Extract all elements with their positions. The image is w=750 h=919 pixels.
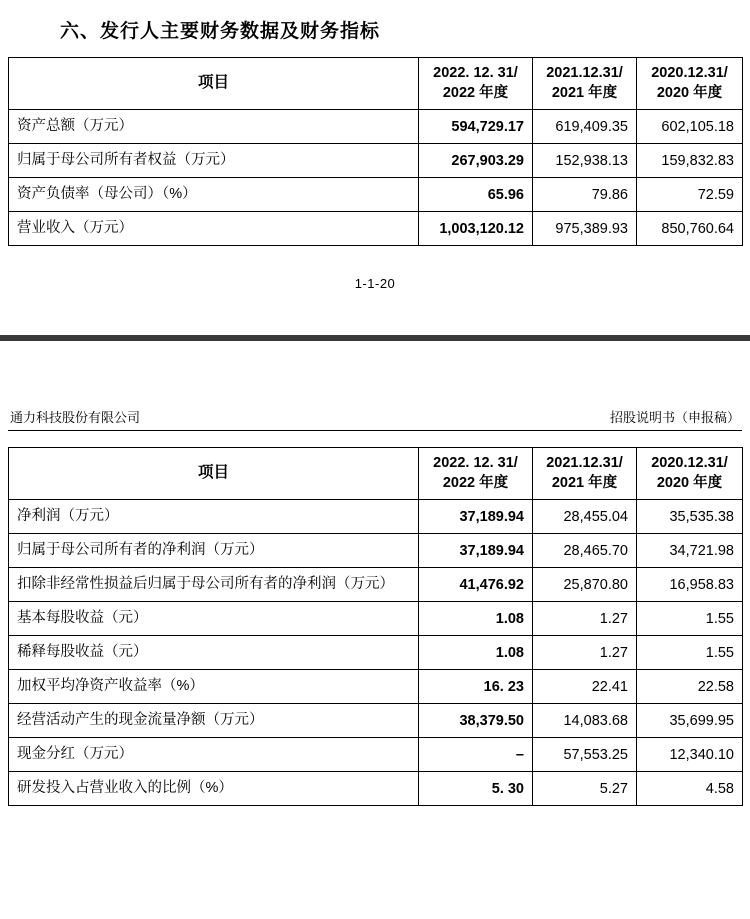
- row-value-2020: 12,340.10: [637, 738, 743, 772]
- row-value-2021: 619,409.35: [533, 110, 637, 144]
- running-header-doc-type: 招股说明书（申报稿）: [609, 410, 740, 426]
- column-header-2020: [637, 448, 743, 500]
- table-body-top: [9, 110, 743, 246]
- column-header-item: 项目: [9, 448, 419, 500]
- row-value-2022: 1.08: [419, 636, 533, 670]
- row-value-2020: 602,105.18: [637, 110, 743, 144]
- row-value-2022: 1,003,120.12: [419, 212, 533, 246]
- table-row: [9, 636, 743, 670]
- row-label: 营业收入（万元）: [9, 212, 419, 246]
- table-row: [9, 772, 743, 806]
- financial-summary-table-bottom: [8, 447, 743, 806]
- row-value-2022: 41,476.92: [419, 568, 533, 602]
- column-header-2022-line1: 2022. 12. 31/: [433, 455, 518, 472]
- table-row: [9, 500, 743, 534]
- row-label: 加权平均净资产收益率（%）: [9, 670, 419, 704]
- row-label: 稀释每股收益（元）: [9, 636, 419, 670]
- row-value-2020: 35,699.95: [637, 704, 743, 738]
- row-value-2021: 25,870.80: [533, 568, 637, 602]
- row-value-2022: 267,903.29: [419, 144, 533, 178]
- column-header-2021-line1: 2021.12.31/: [546, 455, 623, 472]
- running-header-company: 通力科技股份有限公司: [10, 410, 141, 426]
- row-value-2020: 35,535.38: [637, 500, 743, 534]
- table-row: [9, 670, 743, 704]
- column-header-2020-line1: 2020.12.31/: [651, 65, 728, 81]
- row-value-2022: 37,189.94: [419, 534, 533, 568]
- row-label: 经营活动产生的现金流量净额（万元）: [9, 704, 419, 738]
- row-value-2022: –: [419, 738, 533, 772]
- row-value-2021: 152,938.13: [533, 144, 637, 178]
- page-title: 六、发行人主要财务数据及财务指标: [60, 21, 381, 42]
- row-value-2022: 1.08: [419, 602, 533, 636]
- page-break-spacer-top: [0, 291, 750, 335]
- column-header-2022: [419, 58, 533, 110]
- row-label: 净利润（万元）: [9, 500, 419, 534]
- column-header-2021-line2: 2021 年度: [551, 84, 618, 101]
- row-value-2021: 14,083.68: [533, 704, 637, 738]
- row-value-2020: 159,832.83: [637, 144, 743, 178]
- row-label: 归属于母公司所有者的净利润（万元）: [9, 534, 419, 568]
- column-header-2022-line2: 2022 年度: [442, 84, 509, 101]
- page-break-spacer-bottom: [0, 341, 750, 407]
- row-value-2021: 28,465.70: [533, 534, 637, 568]
- row-value-2020: 850,760.64: [637, 212, 743, 246]
- table-row: [9, 568, 743, 602]
- column-header-2022: [419, 448, 533, 500]
- table-row: [9, 704, 743, 738]
- running-header: [0, 407, 750, 430]
- table-row: [9, 178, 743, 212]
- column-header-2020-line2: 2020 年度: [656, 84, 723, 101]
- column-header-2021-line2: 2021 年度: [551, 474, 618, 491]
- row-label: 资产总额（万元）: [9, 110, 419, 144]
- row-value-2022: 65.96: [419, 178, 533, 212]
- row-value-2021: 22.41: [533, 670, 637, 704]
- row-label: 基本每股收益（元）: [9, 602, 419, 636]
- row-value-2020: 16,958.83: [637, 568, 743, 602]
- row-value-2021: 5.27: [533, 772, 637, 806]
- row-value-2021: 28,455.04: [533, 500, 637, 534]
- row-label: 现金分红（万元）: [9, 738, 419, 772]
- row-value-2021: 975,389.93: [533, 212, 637, 246]
- row-value-2022: 16. 23: [419, 670, 533, 704]
- column-header-2022-line1: 2022. 12. 31/: [433, 65, 518, 81]
- row-value-2022: 37,189.94: [419, 500, 533, 534]
- row-value-2020: 22.58: [637, 670, 743, 704]
- table-row: [9, 110, 743, 144]
- table-row: [9, 534, 743, 568]
- row-label: 扣除非经常性损益后归属于母公司所有者的净利润（万元）: [9, 568, 419, 602]
- table-header-row: [9, 448, 743, 500]
- financial-summary-table-top: [8, 57, 743, 246]
- table-body-bottom: [9, 500, 743, 806]
- row-value-2021: 57,553.25: [533, 738, 637, 772]
- table-row: [9, 738, 743, 772]
- row-value-2020: 1.55: [637, 636, 743, 670]
- column-header-item: 项目: [9, 58, 419, 110]
- table-row: [9, 144, 743, 178]
- column-header-2020: [637, 58, 743, 110]
- column-header-2021-line1: 2021.12.31/: [546, 65, 623, 81]
- header-divider: [8, 430, 742, 431]
- row-value-2020: 1.55: [637, 602, 743, 636]
- column-header-2021: [533, 448, 637, 500]
- row-label: 资产负债率（母公司）（%）: [9, 178, 419, 212]
- row-value-2021: 1.27: [533, 636, 637, 670]
- column-header-2020-line2: 2020 年度: [656, 474, 723, 491]
- table-header: [9, 58, 743, 110]
- row-value-2021: 79.86: [533, 178, 637, 212]
- row-value-2022: 5. 30: [419, 772, 533, 806]
- row-value-2022: 594,729.17: [419, 110, 533, 144]
- row-value-2020: 72.59: [637, 178, 743, 212]
- row-value-2020: 4.58: [637, 772, 743, 806]
- row-value-2020: 34,721.98: [637, 534, 743, 568]
- row-value-2022: 38,379.50: [419, 704, 533, 738]
- column-header-2020-line1: 2020.12.31/: [651, 455, 728, 472]
- page-number: 1-1-20: [354, 276, 396, 292]
- row-value-2021: 1.27: [533, 602, 637, 636]
- table-row: [9, 602, 743, 636]
- table-header: [9, 448, 743, 500]
- table-header-row: [9, 58, 743, 110]
- row-label: 归属于母公司所有者权益（万元）: [9, 144, 419, 178]
- table-row: [9, 212, 743, 246]
- column-header-2022-line2: 2022 年度: [442, 474, 509, 491]
- column-header-2021: [533, 58, 637, 110]
- row-label: 研发投入占营业收入的比例（%）: [9, 772, 419, 806]
